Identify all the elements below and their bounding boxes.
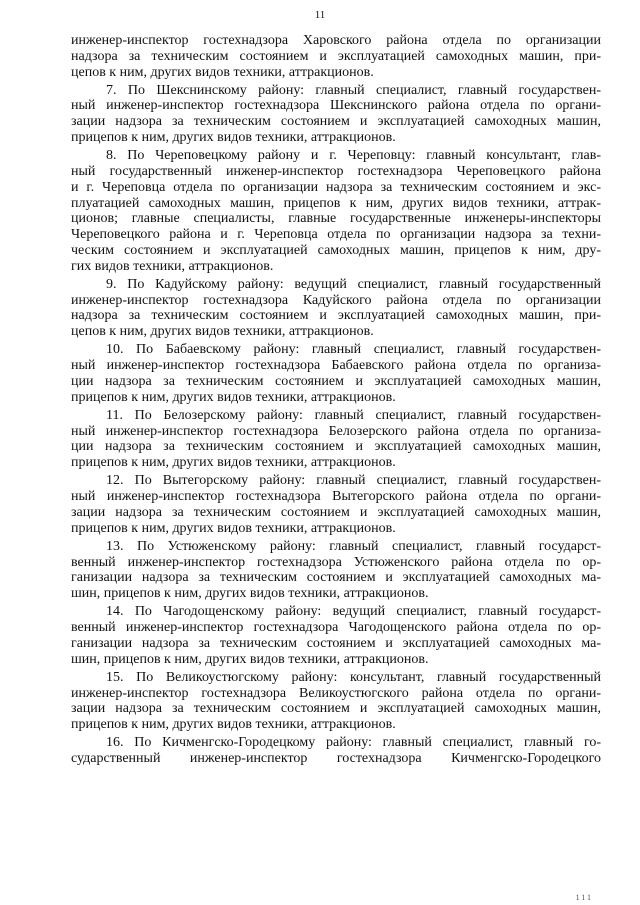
text-line: 13. По Устюженскому району: главный специалист, главный государст- [106,538,601,554]
text-line: 14. По Чагодощенскому району: ведущий специалист, главный государст- [106,604,601,620]
paragraph [71,277,601,340]
text-line: инженер-инспектор гостехнадзора Харовского района отдела по организации [71,33,601,48]
text-line: гих видов техники, аттракционов. [71,258,274,274]
paragraph [71,604,601,667]
text-line: ный инженер-инспектор гостехнадзора Бабаевского района отдела по организа- [71,358,601,374]
text-line: венный инженер-инспектор гостехнадзора Чагодощенского района отдела по ор- [71,620,601,636]
text-line: 9. По Кадуйскому району: ведущий специалист, главный государственный [106,276,601,292]
text-line: цепов к ним, других видов техники, аттракционов. [71,64,374,80]
text-line: ный инженер-инспектор гостехнадзора Шекснинского района отдела по органи- [71,98,601,114]
text-line: сударственный инженер-инспектор гостехнадзора Кичменгско-Городецкого [71,751,601,767]
text-line: прицепов к ним, других видов техники, аттракционов. [71,389,396,405]
paragraph [71,670,601,733]
text-line: ции надзора за техническим состоянием и эксплуатацией самоходных машин, [71,439,601,455]
paragraph [71,33,601,80]
text-line: 12. По Вытегорскому району: главный специалист, главный государствен- [106,473,601,489]
text-line: надзора за техническим состоянием и эксплуатацией самоходных машин, при- [71,308,601,324]
text-line: шин, прицепов к ним, других видов техники, аттракционов. [71,586,429,602]
paragraph [71,408,601,471]
text-line: шин, прицепов к ним, других видов техники, аттракционов. [71,651,429,667]
text-line: инженер-инспектор гостехнадзора Кадуйского района отдела по организации [71,292,601,308]
text-line: зации надзора за техническим состоянием и эксплуатацией самоходных машин, [71,114,601,130]
text-line: прицепов к ним, других видов техники, аттракционов. [71,130,396,146]
text-line: цепов к ним, других видов техники, аттракционов. [71,324,374,340]
text-line: надзора за техническим состоянием и эксплуатацией самоходных машин, при- [71,48,601,64]
paragraph [71,735,601,767]
text-line: ный инженер-инспектор гостехнадзора Белозерского района отдела по организа- [71,423,601,439]
text-line: ционов; главные специалисты, главные государственные инженеры-инспекторы [71,211,601,227]
text-line: венный инженер-инспектор гостехнадзора Устюженского района отдела по ор- [71,554,601,570]
text-line: ный инженер-инспектор гостехнадзора Вытегорского района отдела по органи- [71,489,601,505]
text-line: прицепов к ним, других видов техники, аттракционов. [71,717,396,733]
text-line: прицепов к ним, других видов техники, аттракционов. [71,455,396,471]
paragraph [71,83,601,146]
text-line: 11. По Белозерскому району: главный специалист, главный государствен- [106,407,601,423]
text-line: ции надзора за техническим состоянием и эксплуатацией самоходных машин, [71,373,601,389]
text-line: ческим состоянием и эксплуатацией самоходных машин, прицепов к ним, дру- [71,242,601,258]
text-line: Череповецкого района и г. Череповца отдела по организации надзора за техни- [71,227,601,243]
text-line: 7. По Шекснинскому району: главный специалист, главный государствен- [106,82,601,98]
document-body [71,33,601,769]
page-number: 11 [314,9,326,21]
paragraph [71,148,601,274]
text-line: 8. По Череповецкому району и г. Череповцу: главный консультант, глав- [106,148,601,164]
text-line: ганизации надзора за техническим состоянием и эксплуатацией самоходных ма- [71,635,601,651]
text-line: зации надзора за техническим состоянием и эксплуатацией самоходных машин, [71,504,601,520]
text-line: зации надзора за техническим состоянием и эксплуатацией самоходных машин, [71,701,601,717]
text-line: плуатацией самоходных машин, прицепов к ним, других видов техники, аттрак- [71,195,601,211]
paragraph [71,539,601,602]
paragraph [71,342,601,405]
text-line: инженер-инспектор гостехнадзора Великоустюгского района отдела по органи- [71,685,601,701]
paragraph [71,473,601,536]
footer-mark: 111 [575,893,593,902]
text-line: 10. По Бабаевскому району: главный специалист, главный государствен- [106,342,601,358]
text-line: 15. По Великоустюгскому району: консультант, главный государственный [106,669,601,685]
text-line: ный государственный инженер-инспектор гостехнадзора Череповецкого района [71,163,601,179]
text-line: 16. По Кичменгско-Городецкому району: главный специалист, главный го- [106,735,601,751]
text-line: прицепов к ним, других видов техники, аттракционов. [71,520,396,536]
text-line: ганизации надзора за техническим состоянием и эксплуатацией самоходных ма- [71,570,601,586]
text-line: и г. Череповца отдела по организации надзора за техническим состоянием и экс- [71,179,601,195]
